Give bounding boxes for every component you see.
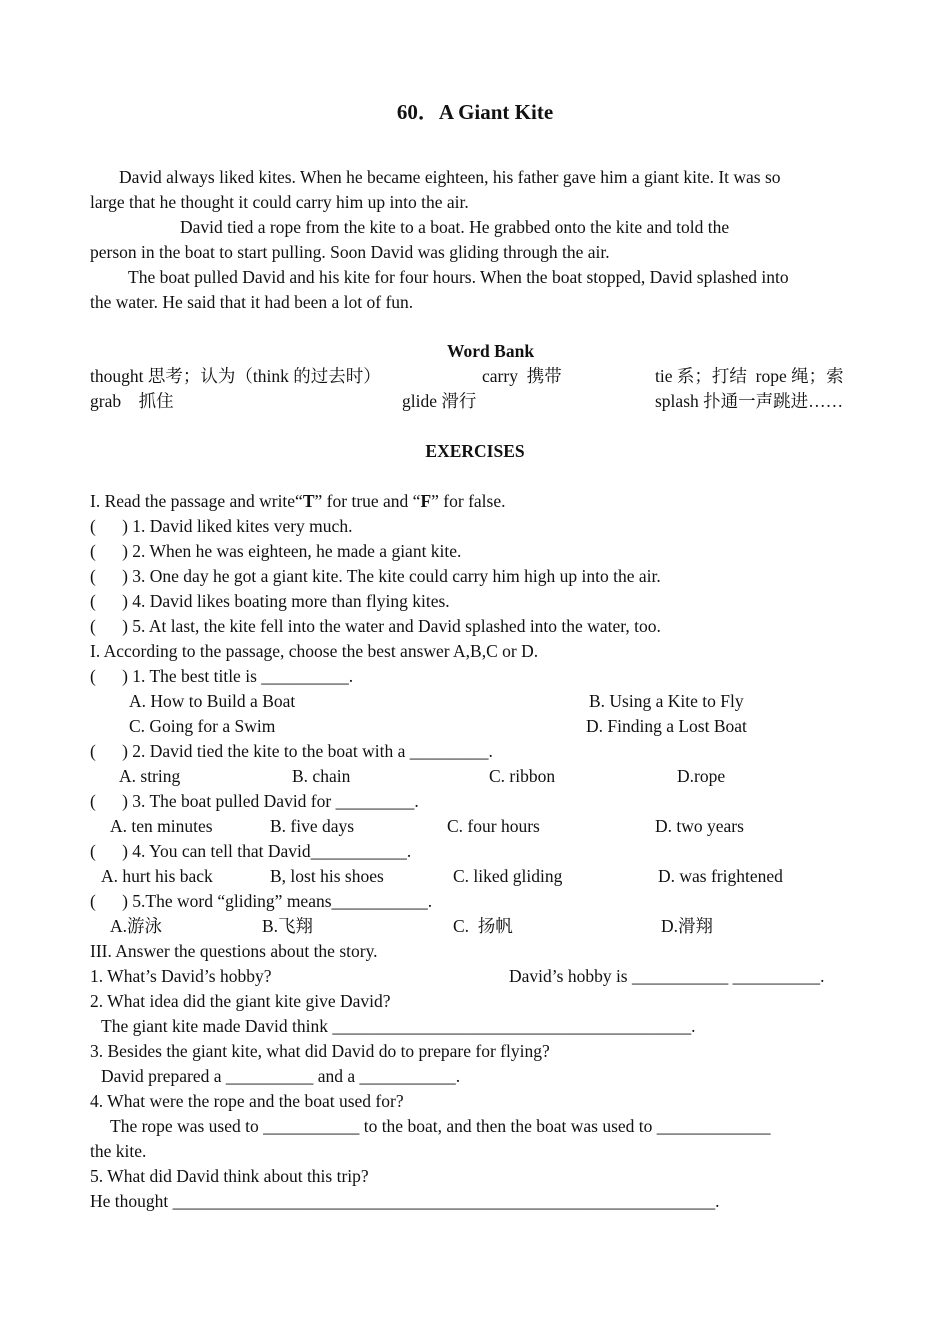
mc-option: B. five days — [270, 816, 355, 836]
word-bank-heading: Word Bank — [447, 341, 535, 361]
mc-question-stem: ( ) 1. The best title is __________. — [90, 666, 354, 686]
word-bank-entry: thought 思考；认为（think 的过去时） — [90, 366, 381, 386]
mc-option: D.滑翔 — [661, 916, 714, 936]
mc-option: B.飞翔 — [262, 916, 314, 936]
mc-option: A. How to Build a Boat — [129, 691, 296, 711]
passage-line-6: the water. He said that it had been a lot of fun. — [90, 292, 414, 312]
answer-question: 3. Besides the giant kite, what did David do to prepare for flying? — [90, 1041, 550, 1061]
word-bank-entry: carry 携带 — [482, 366, 562, 386]
mc-option: D. was frightened — [658, 866, 783, 886]
mc-option: B, lost his shoes — [270, 866, 384, 886]
answer-line: David prepared a __________ and a ___________. — [101, 1066, 461, 1086]
answer-line: the kite. — [90, 1141, 147, 1161]
answer-question: 5. What did David think about this trip? — [90, 1166, 369, 1186]
mc-option: C. 扬帆 — [453, 916, 513, 936]
passage-line-1: David always liked kites. When he became eighteen, his father gave him a giant kite. It was so — [119, 167, 781, 187]
answer-question: 4. What were the rope and the boat used for? — [90, 1091, 404, 1111]
mc-option: A. string — [119, 766, 181, 786]
page-title: 60．A Giant Kite — [396, 100, 554, 124]
exercises-heading: EXERCISES — [425, 441, 525, 461]
word-bank-entry: tie 系；打结 rope 绳；索 — [655, 366, 844, 386]
true-false-item: ( ) 2. When he was eighteen, he made a giant kite. — [90, 541, 462, 561]
part3-instruction: III. Answer the questions about the story. — [90, 941, 378, 961]
answer-question: 2. What idea did the giant kite give David? — [90, 991, 391, 1011]
mc-question-stem: ( ) 2. David tied the kite to the boat with a _________. — [90, 741, 493, 761]
true-false-item: ( ) 5. At last, the kite fell into the water and David splashed into the water, too. — [90, 616, 661, 636]
mc-option: D. Finding a Lost Boat — [586, 716, 747, 736]
mc-question-stem: ( ) 3. The boat pulled David for _________. — [90, 791, 419, 811]
mc-option: D.rope — [677, 766, 726, 786]
mc-option: A. ten minutes — [110, 816, 213, 836]
mc-option: C. liked gliding — [453, 866, 563, 886]
mc-option: A. hurt his back — [101, 866, 213, 886]
mc-option: A.游泳 — [110, 916, 163, 936]
mc-option: B. chain — [292, 766, 351, 786]
mc-option: B. Using a Kite to Fly — [589, 691, 744, 711]
answer-line: He thought ______________________________________________________________. — [90, 1191, 720, 1211]
word-bank-entry: glide 滑行 — [402, 391, 477, 411]
mc-question-stem: ( ) 5.The word “gliding” means___________. — [90, 891, 433, 911]
mc-option: D. two years — [655, 816, 744, 836]
answer-line: David’s hobby is ___________ __________. — [509, 966, 825, 986]
true-false-item: ( ) 1. David liked kites very much. — [90, 516, 353, 536]
mc-question-stem: ( ) 4. You can tell that David___________. — [90, 841, 412, 861]
true-false-item: ( ) 3. One day he got a giant kite. The kite could carry him high up into the air. — [90, 566, 661, 586]
answer-line: The giant kite made David think _________________________________________. — [101, 1016, 696, 1036]
answer-line: The rope was used to ___________ to the boat, and then the boat was used to _____________ — [110, 1116, 771, 1136]
part1-instruction: I. Read the passage and write“T” for true and “F” for false. — [90, 491, 506, 511]
word-bank-entry: splash 扑通一声跳进…… — [655, 391, 844, 411]
word-bank-entry: grab 抓住 — [90, 391, 174, 411]
passage-line-5: The boat pulled David and his kite for four hours. When the boat stopped, David splashed into — [128, 267, 789, 287]
mc-option: C. ribbon — [489, 766, 556, 786]
passage-line-4: person in the boat to start pulling. Soon David was gliding through the air. — [90, 242, 610, 262]
mc-option: C. four hours — [447, 816, 540, 836]
mc-option: C. Going for a Swim — [129, 716, 276, 736]
answer-question: 1. What’s David’s hobby? — [90, 966, 272, 986]
part2-instruction: I. According to the passage, choose the best answer A,B,C or D. — [90, 641, 539, 661]
passage-line-2: large that he thought it could carry him up into the air. — [90, 192, 469, 212]
true-false-item: ( ) 4. David likes boating more than flying kites. — [90, 591, 450, 611]
passage-line-3: David tied a rope from the kite to a boat. He grabbed onto the kite and told the — [180, 217, 730, 237]
